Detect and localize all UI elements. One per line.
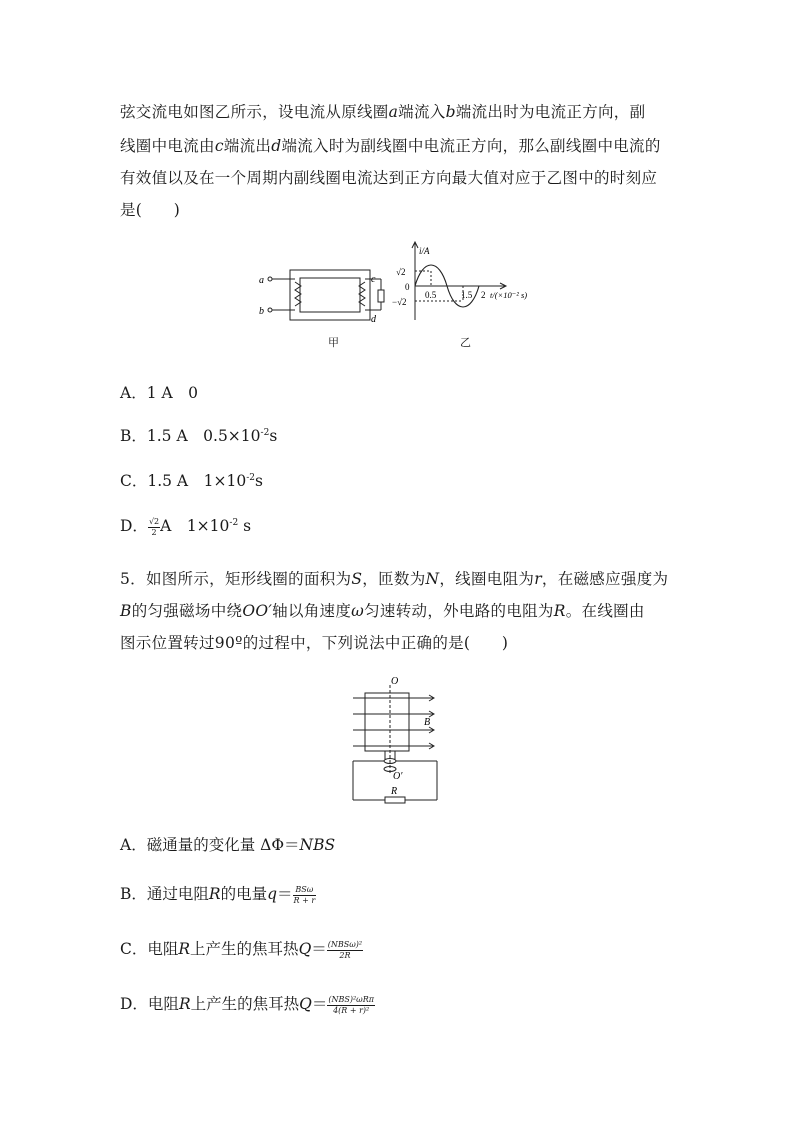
caption-yi: 乙 bbox=[460, 336, 471, 349]
q4-line-4: 是( ) bbox=[120, 201, 181, 219]
opt-d-exp: -2 bbox=[229, 517, 239, 528]
opt-d-text: A 1×10 bbox=[160, 517, 230, 535]
q4-text-1b: 端流入 bbox=[398, 103, 446, 121]
q5-option-b: B．通过电阻R的电量q＝ $\frac{\text{BSω}}{R + r}$ bbox=[120, 884, 316, 905]
q5-option-a bbox=[120, 833, 335, 855]
var-R: R bbox=[553, 602, 566, 620]
opt-d-den: 2 bbox=[151, 527, 157, 537]
q4-line-3: 有效值以及在一个周期内副线圈电流达到正方向最大值对应于乙图中的时刻应 bbox=[120, 169, 658, 187]
tick-neg-sqrt2: −√2 bbox=[392, 297, 407, 307]
opt-d-fraction bbox=[148, 517, 160, 538]
var-B: B bbox=[120, 602, 132, 620]
q5-opt-d-den: 4(R + r)² bbox=[333, 1005, 370, 1015]
q4-line-1 bbox=[120, 100, 645, 122]
q5-opt-c-text: C．电阻 bbox=[120, 940, 179, 958]
q5-opt-b-text: B．通过电阻 bbox=[120, 885, 209, 903]
q4-text-1c: 端流出时为电流正方向，副 bbox=[455, 103, 646, 121]
axis-x-label: t/(×10⁻² s) bbox=[490, 290, 528, 300]
q5-text-1a: 5．如图所示，矩形线圈的面积为 bbox=[120, 570, 352, 588]
q5-opt-d-Q: Q bbox=[299, 995, 312, 1013]
q5-text-2d: 。在线圈由 bbox=[565, 602, 645, 620]
q4-text-1a: 弦交流电如图乙所示，设电流从原线圈 bbox=[120, 103, 389, 121]
q5-opt-b-R: R bbox=[208, 885, 221, 903]
tick-sqrt2: √2 bbox=[396, 267, 406, 277]
tick-1-5: 1.5 bbox=[461, 290, 473, 300]
q5-line-2 bbox=[120, 599, 645, 621]
q5-text-2b: 轴以角速度 bbox=[272, 602, 352, 620]
q5-option-c: C．电阻R上产生的焦耳热Q＝ $\frac{\text{(NBSω)²}}{2R}$ bbox=[120, 939, 363, 960]
q5-opt-b-q: q bbox=[267, 885, 278, 903]
q5-text-1d: ，在磁感应强度为 bbox=[541, 570, 669, 588]
tick-0-5: 0.5 bbox=[425, 290, 437, 300]
q5-opt-c-den: 2R bbox=[339, 950, 351, 960]
q5-opt-d-fraction bbox=[327, 995, 375, 1016]
opt-b-text: B．1.5 A 0.5×10 bbox=[120, 427, 261, 445]
q4-line-2 bbox=[120, 134, 661, 156]
q5-option-d: D．电阻R上产生的焦耳热Q＝ $\frac{\text{(NBS)²ωRπ}}{\text{4(R + r)²}}$ bbox=[120, 994, 374, 1015]
var-N: N bbox=[425, 570, 440, 588]
caption-jia: 甲 bbox=[328, 336, 339, 349]
opt-b-exp: -2 bbox=[260, 427, 270, 438]
label-B: B bbox=[424, 717, 431, 728]
label-R: R bbox=[391, 786, 398, 797]
q5-opt-d-text: D．电阻 bbox=[120, 995, 179, 1013]
q5-opt-b-fraction bbox=[293, 885, 317, 906]
q5-text-2a: 的匀强磁场中绕 bbox=[131, 602, 243, 620]
q4-option-d bbox=[120, 514, 251, 538]
var-S: S bbox=[351, 570, 363, 588]
axis-y-label: i/A bbox=[419, 246, 430, 256]
opt-c-exp: -2 bbox=[246, 472, 255, 483]
q4-option-c bbox=[120, 469, 263, 491]
q4-text-2c: 端流入时为副线圈中电流正方向，那么副线圈中电流的 bbox=[281, 137, 661, 155]
var-r: r bbox=[534, 570, 542, 588]
opt-c-unit: s bbox=[254, 472, 263, 490]
q5-text-1b: ，匝数为 bbox=[362, 570, 426, 588]
q4-text-2b: 端流出 bbox=[223, 137, 272, 155]
var-omega: ω bbox=[351, 602, 365, 620]
tick-2: 2 bbox=[481, 290, 486, 300]
var-a: a bbox=[388, 103, 399, 121]
q5-opt-c-fraction bbox=[327, 940, 363, 961]
var-OO: OO′ bbox=[242, 602, 273, 620]
q5-opt-c-Q: Q bbox=[298, 940, 312, 958]
label-O: O bbox=[391, 676, 399, 687]
q5-line-1 bbox=[120, 567, 668, 589]
opt-c-text: C．1.5 A 1×10 bbox=[120, 472, 247, 490]
q5-opt-a-value: NBS bbox=[299, 836, 336, 854]
var-b: b bbox=[445, 103, 456, 121]
q5-opt-c-num: (NBSω)² bbox=[327, 939, 363, 949]
opt-b-unit: s bbox=[269, 427, 278, 445]
q5-opt-c-R: R bbox=[178, 940, 191, 958]
q5-line-3: 图示位置转过90º的过程中，下列说法中正确的是( ) bbox=[120, 634, 509, 652]
q5-opt-d-num: (NBS)²ωRπ bbox=[328, 994, 374, 1004]
q5-opt-b-den: R + r bbox=[293, 895, 316, 905]
q4-option-b bbox=[120, 424, 277, 446]
q5-opt-d-R: R bbox=[178, 995, 191, 1013]
opt-d-label: D． bbox=[120, 517, 148, 535]
var-c: c bbox=[214, 137, 224, 155]
q5-opt-b-mid: 的电量 bbox=[220, 885, 268, 903]
opt-d-unit: s bbox=[238, 517, 252, 535]
q5-opt-d-mid: 上产生的焦耳热 bbox=[190, 995, 300, 1013]
q5-text-2c: 匀速转动，外电路的电阻为 bbox=[364, 602, 554, 620]
q5-text-1c: ，线圈电阻为 bbox=[439, 570, 535, 588]
q5-opt-b-num: BSω bbox=[293, 885, 317, 896]
q4-figure bbox=[255, 238, 545, 328]
transformer-diagram bbox=[268, 270, 384, 320]
fig-label-c: c bbox=[371, 274, 376, 285]
q5-figure bbox=[345, 675, 445, 805]
fig-label-d: d bbox=[371, 314, 376, 325]
q4-option-a: A．1 A 0 bbox=[120, 384, 199, 402]
opt-d-num: √2 bbox=[148, 516, 160, 526]
q4-text-2a: 线圈中电流由 bbox=[120, 137, 215, 155]
var-d: d bbox=[271, 137, 282, 155]
q5-opt-c-mid: 上产生的焦耳热 bbox=[190, 940, 299, 958]
q5-opt-a-text: A．磁通量的变化量 ΔΦ＝ bbox=[120, 836, 300, 854]
fig-label-a: a bbox=[259, 275, 264, 286]
label-O-prime: O′ bbox=[393, 771, 403, 782]
tick-zero: 0 bbox=[405, 282, 410, 292]
fig-label-b: b bbox=[259, 306, 264, 317]
